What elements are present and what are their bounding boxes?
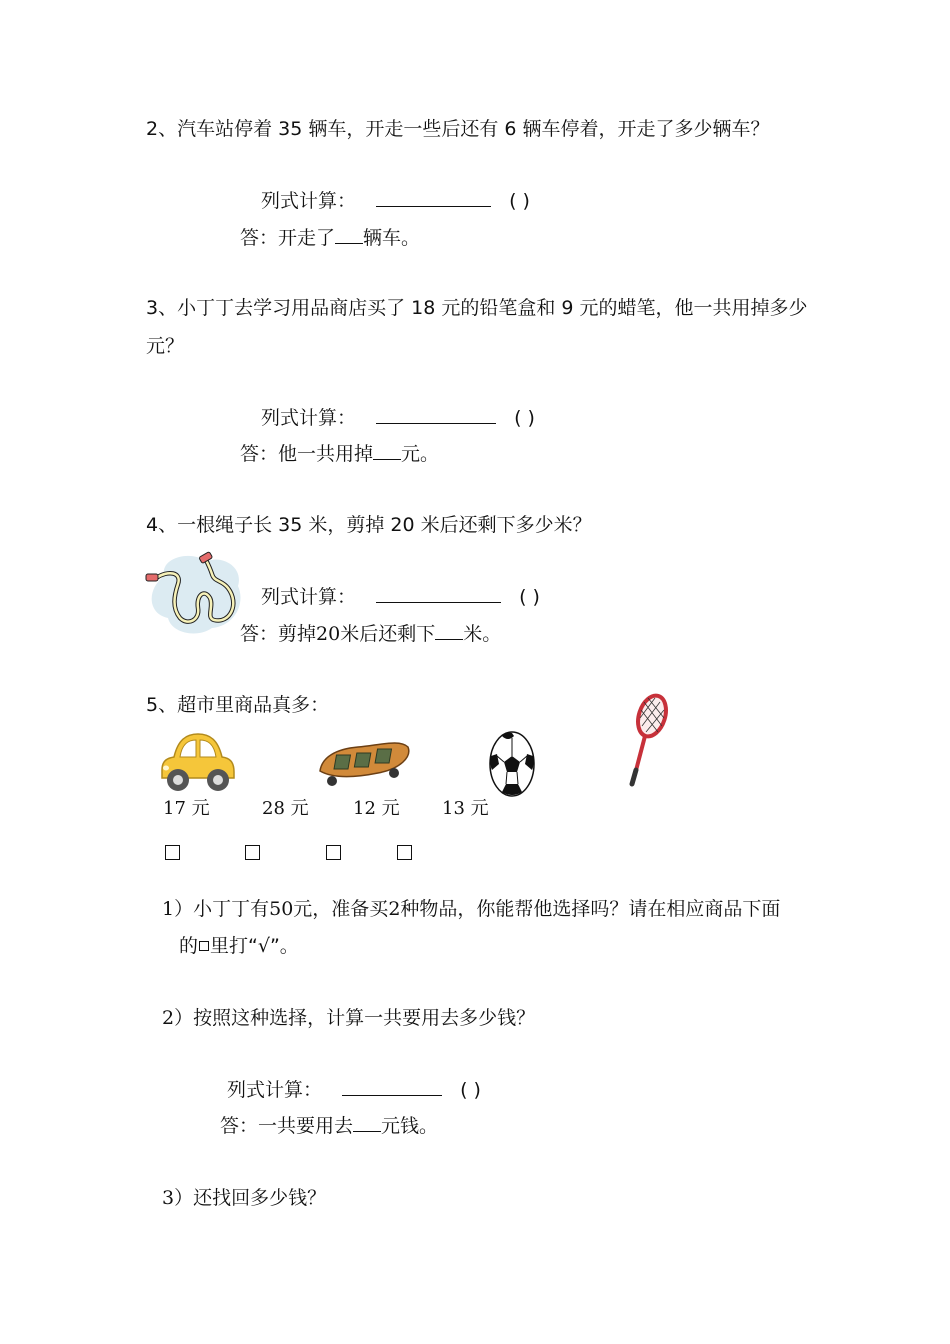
answer-suffix: 元。: [401, 443, 440, 465]
racket-picture: [622, 692, 672, 788]
sub1-line2-a: 的: [179, 935, 199, 957]
sub-number: 1）: [162, 898, 194, 920]
price-label: 17 元: [163, 798, 210, 819]
answer-blank[interactable]: [435, 621, 463, 640]
answer-prefix: 答：开走了: [240, 227, 336, 249]
answer-suffix: 元钱。: [381, 1115, 439, 1137]
q5-sub2: [162, 1005, 535, 1031]
q5-sub1-line2: [179, 933, 299, 959]
q4-calc-line: [261, 584, 540, 610]
sub1-text-a: 小丁丁有: [193, 898, 270, 920]
football-picture: [488, 730, 536, 798]
sub1-text-c: 种物品，你能帮他选择吗？请在相应商品下面: [400, 898, 781, 920]
q2-answer-line: [240, 225, 420, 251]
item-checkbox[interactable]: [165, 845, 180, 860]
item-checkbox[interactable]: [397, 845, 412, 860]
result-paren[interactable]: ( ): [519, 586, 540, 608]
answer-prefix: 答：他一共用掉: [240, 443, 374, 465]
price-label: 13 元: [442, 798, 489, 819]
rope-picture: [142, 548, 246, 636]
sub1-line2-b: 里打“√”。: [210, 935, 299, 957]
item-checkbox[interactable]: [245, 845, 260, 860]
answer-blank[interactable]: [335, 225, 363, 244]
calc-blank[interactable]: [376, 584, 501, 603]
sub-number: 3）: [162, 1187, 194, 1209]
q4-question: 4、一根绳子长 35 米，剪掉 20 米后还剩下多少米？: [146, 514, 592, 536]
q5-calc-line: [227, 1077, 481, 1103]
sub-number: 2）: [162, 1007, 194, 1029]
price-label: 28 元: [262, 798, 309, 819]
result-paren[interactable]: ( ): [509, 190, 530, 212]
q3-question-line2: 元？: [146, 335, 185, 357]
sub2-text: 按照这种选择，计算一共要用去多少钱？: [193, 1007, 536, 1029]
calc-blank[interactable]: [376, 188, 491, 207]
answer-suffix: 辆车。: [363, 227, 421, 249]
q3-calc-line: [261, 405, 535, 431]
answer-number: 20: [316, 623, 341, 645]
q2-question: 2、汽车站停着 35 辆车，开走一些后还有 6 辆车停着，开走了多少辆车？: [146, 118, 770, 140]
sub1-money: 50: [269, 898, 294, 920]
sub1-count: 2: [388, 898, 401, 920]
calc-label: 列式计算：: [227, 1079, 323, 1101]
result-paren[interactable]: ( ): [460, 1079, 481, 1101]
q3-question-line1: 3、小丁丁去学习用品商店买了 18 元的铅笔盒和 9 元的蜡笔，他一共用掉多少: [146, 297, 808, 319]
small-box-icon: [199, 941, 209, 951]
calc-label: 列式计算：: [261, 407, 357, 429]
skateboard-picture: [316, 735, 412, 789]
q4-answer-line: [240, 621, 501, 647]
item-checkbox[interactable]: [326, 845, 341, 860]
q3-answer-line: [240, 441, 439, 467]
sub3-text: 还找回多少钱？: [193, 1187, 327, 1209]
q5-sub3: [162, 1185, 326, 1211]
calc-blank[interactable]: [376, 405, 496, 424]
answer-prefix: 答：一共要用去: [220, 1115, 354, 1137]
answer-blank[interactable]: [373, 441, 401, 460]
q5-sub1-line1: [162, 896, 780, 922]
answer-prefix: 答：剪掉: [240, 623, 317, 645]
q5-question: 5、超市里商品真多：: [146, 694, 330, 716]
calc-label: 列式计算：: [261, 190, 357, 212]
answer-suffix: 米。: [463, 623, 502, 645]
q5-answer-line: [220, 1113, 438, 1139]
q2-calc-line: [261, 188, 530, 214]
calc-label: 列式计算：: [261, 586, 357, 608]
price-label: 12 元: [353, 798, 400, 819]
answer-blank[interactable]: [353, 1113, 381, 1132]
result-paren[interactable]: ( ): [514, 407, 535, 429]
calc-blank[interactable]: [342, 1077, 442, 1096]
toy-car-picture: [158, 730, 238, 796]
sub1-text-b: 元，准备买: [293, 898, 389, 920]
answer-mid: 米后还剩下: [340, 623, 436, 645]
